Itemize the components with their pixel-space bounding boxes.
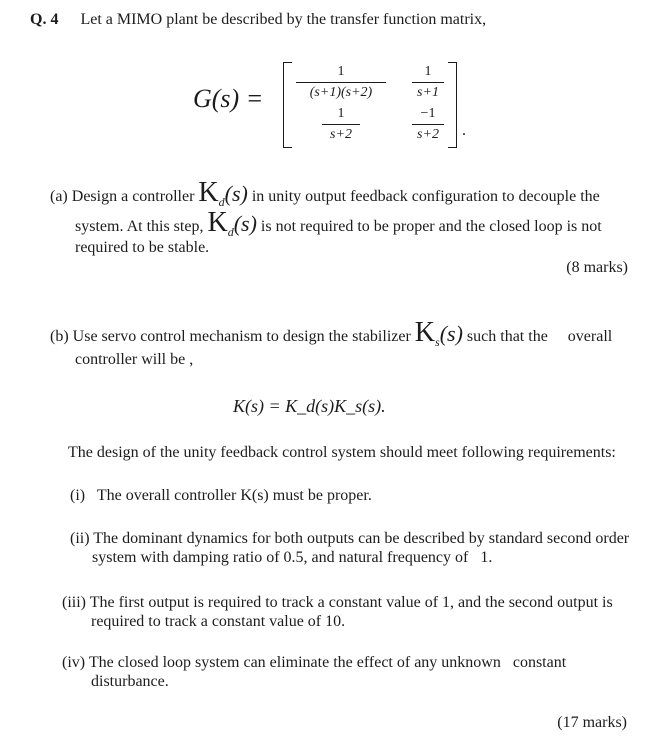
part-a-marks: (8 marks)	[566, 259, 628, 276]
k-symbol: K	[414, 317, 436, 348]
matrix-left-bracket	[283, 62, 292, 148]
part-b-line-2: controller will be ,	[75, 351, 194, 368]
requirement-iv: (iv) The closed loop system can eliminate the effect of any unknown constant	[62, 654, 567, 671]
k-symbol: K	[207, 207, 228, 238]
requirements-intro: The design of the unity feedback control system should meet following requirements:	[68, 444, 616, 461]
controller-equation: K(s) = K_d(s)K_s(s).	[233, 396, 386, 416]
question-header	[30, 10, 486, 30]
matrix-entry-21: 1 s+2	[322, 106, 360, 143]
matrix-entry-22: −1 s+2	[412, 106, 444, 143]
matrix-right-bracket	[448, 62, 457, 148]
matrix-period: .	[462, 122, 466, 139]
requirement-iii-line-2: required to track a constant value of 10.	[91, 613, 346, 630]
part-a-line-1: (a) Design a controller $K_d(s)$ in unity output feedback configuration to decouple the	[50, 177, 600, 209]
requirement-ii-line-2: system with damping ratio of 0.5, and natural frequency of 1.	[92, 549, 493, 566]
question-number: Q. 4	[30, 11, 59, 28]
matrix-entry-12: 1 s+1	[412, 64, 444, 101]
part-b-marks: (17 marks)	[557, 714, 627, 731]
part-a-line-3: required to be stable.	[75, 239, 210, 256]
question-intro: Let a MIMO plant be described by the transfer function matrix,	[80, 11, 487, 28]
requirement-iv-line-2: disturbance.	[91, 673, 169, 690]
k-symbol: K	[198, 177, 219, 208]
requirement-ii: (ii) The dominant dynamics for both outputs can be described by standard second order	[70, 530, 630, 547]
matrix-entry-11: 1 (s+1)(s+2)	[296, 64, 386, 101]
matrix-lhs: G(s) =	[193, 84, 264, 113]
part-a-line-2: system. At this step, $K_d(s)$ is not required to be proper and the closed loop is not	[75, 207, 602, 239]
requirement-i: (i) The overall controller K(s) must be proper.	[70, 487, 372, 504]
part-b-line-1: (b) Use servo control mechanism to design the stabilizer $K_s(s)$ such that the overall	[50, 317, 613, 349]
requirement-iii: (iii) The first output is required to track a constant value of 1, and the second output is	[62, 594, 613, 611]
